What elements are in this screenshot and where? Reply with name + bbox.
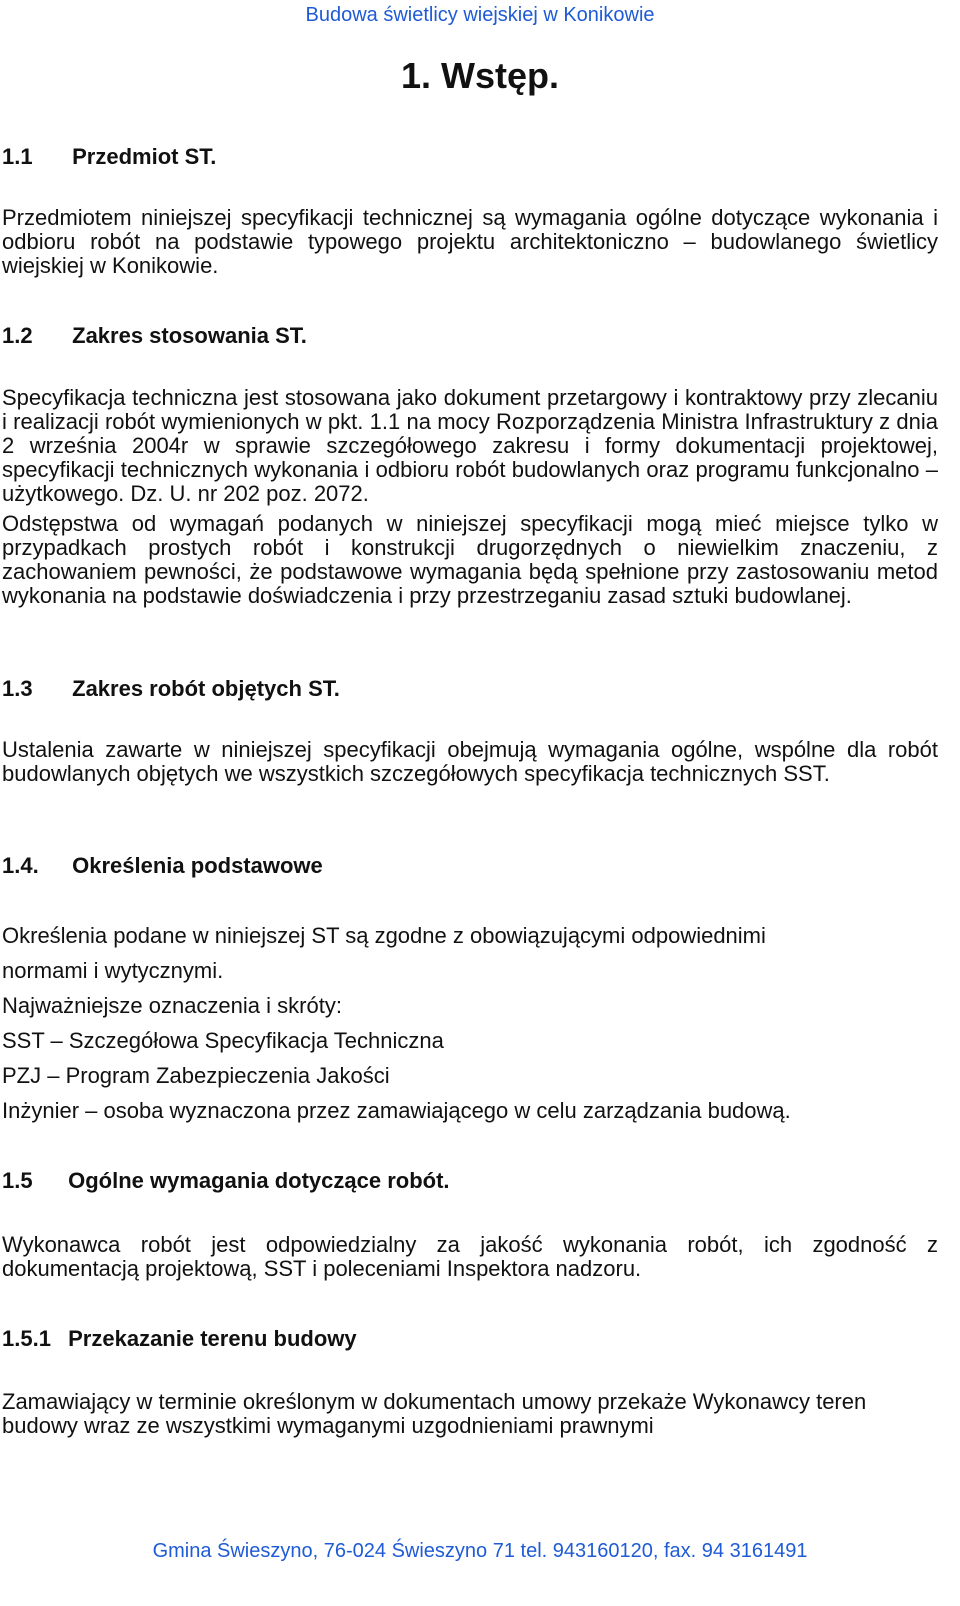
section-title: Przedmiot ST.	[72, 144, 217, 169]
section-paragraph: Przedmiotem niniejszej specyfikacji technicznej są wymagania ogólne dotyczące wykonania i odbioru robót na podstawie typowego projektu architektoniczno – budowlanego świetlicy wiejskiej w Konikowie.	[2, 205, 938, 278]
section-title: Ogólne wymagania dotyczące robót.	[68, 1168, 450, 1193]
section-paragraph: Odstępstwa od wymagań podanych w niniejszej specyfikacji mogą mieć miejsce tylko w przypadkach prostych robót i konstrukcji drugorzędnych o niewielkim znaczeniu, z zachowaniem pewności, że podstawowe wymagania będą spełnione przy zastosowaniu metod wykonania na podstawie doświadczenia i przy przestrzeganiu zasad sztuki budowlanej.	[2, 511, 938, 608]
page-header: Budowa świetlicy wiejskiej w Konikowie	[305, 4, 655, 26]
section-number: 1.5	[2, 1168, 33, 1193]
page-footer: Gmina Świeszyno, 76-024 Świeszyno 71 tel. 943160120, fax. 94 3161491	[152, 1540, 808, 1562]
section-title: Zakres stosowania ST.	[72, 323, 307, 348]
section-heading-1-2	[2, 323, 307, 349]
section-paragraph: Zamawiający w terminie określonym w dokumentach umowy przekaże Wykonawcy teren budowy wraz ze wszystkimi wymaganymi uzgodnieniami prawnymi	[2, 1389, 867, 1438]
section-number: 1.4.	[2, 853, 39, 878]
definitions-line: Najważniejsze oznaczenia i skróty:	[2, 993, 342, 1018]
section-title: Zakres robót objętych ST.	[72, 676, 340, 701]
section-paragraph: Ustalenia zawarte w niniejszej specyfikacji obejmują wymagania ogólne, wspólne dla robót budowlanych objętych we wszystkich szczegółowych specyfikacja technicznych SST.	[2, 737, 938, 786]
section-heading-1-5	[2, 1168, 450, 1194]
definitions-line: PZJ – Program Zabezpieczenia Jakości	[2, 1063, 390, 1088]
section-heading-1-5-1	[2, 1326, 357, 1352]
section-heading-1-4	[2, 853, 323, 879]
section-heading-1-1	[2, 144, 216, 170]
definitions-line: Określenia podane w niniejszej ST są zgodne z obowiązującymi odpowiednimi	[2, 923, 766, 948]
section-number: 1.2	[2, 323, 33, 348]
definitions-line: SST – Szczegółowa Specyfikacja Techniczna	[2, 1028, 444, 1053]
chapter-title: 1. Wstęp.	[400, 55, 560, 96]
section-number: 1.3	[2, 676, 33, 701]
section-heading-1-3	[2, 676, 340, 702]
section-paragraph: Wykonawca robót jest odpowiedzialny za jakość wykonania robót, ich zgodność z dokumentacją projektową, SST i poleceniami Inspektora nadzoru.	[2, 1232, 938, 1281]
section-title: Określenia podstawowe	[72, 853, 323, 878]
section-paragraph: Specyfikacja techniczna jest stosowana jako dokument przetargowy i kontraktowy przy zlecaniu i realizacji robót wymienionych w pkt. 1.1 na mocy Rozporządzenia Ministra Infrastruktury z dnia 2 września 2004r w sprawie szczegółowego zakresu i formy dokumentacji projektowej, specyfikacji technicznych wykonania i odbioru robót budowlanych oraz programu funkcjonalno – użytkowego. Dz. U. nr 202 poz. 2072.	[2, 385, 938, 506]
section-title: Przekazanie terenu budowy	[68, 1326, 357, 1351]
section-number: 1.5.1	[2, 1326, 51, 1351]
definitions-line: Inżynier – osoba wyznaczona przez zamawiającego w celu zarządzania budową.	[2, 1098, 791, 1123]
section-number: 1.1	[2, 144, 33, 169]
definitions-line: normami i wytycznymi.	[2, 958, 224, 983]
